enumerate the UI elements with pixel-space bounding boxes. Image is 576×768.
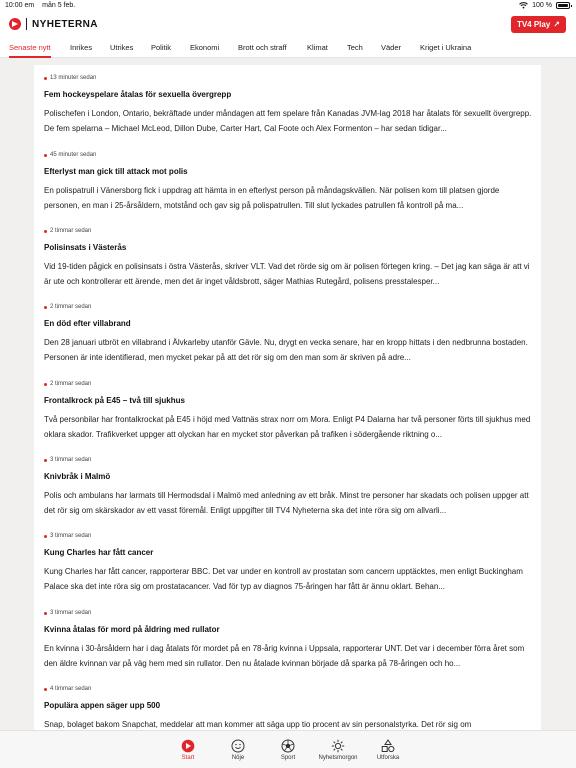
live-dot-icon — [44, 612, 47, 615]
article-item[interactable] — [44, 685, 532, 730]
battery-percent: 100 % — [532, 2, 552, 9]
article-time: 2 timmar sedan — [50, 228, 92, 234]
live-dot-icon — [44, 154, 47, 157]
article-body: Kung Charles har fått cancer, rapporterar BBC. Det var under en kontroll av prostatan som cancern upptäcktes, men enligt Buckingham Palace ska det inte röra sig om prostatacancer. Vad för typ av diagnos 75-åringen har fått är ännu oklart. Behan... — [44, 567, 523, 591]
article-time: 3 timmar sedan — [50, 457, 92, 463]
nav-item-ekonomi[interactable]: Ekonomi — [190, 43, 220, 52]
article-title[interactable]: Frontalkrock på E45 – två till sjukhus — [44, 396, 185, 405]
tab-label: Sport — [280, 755, 296, 761]
nav-item-inrikes[interactable]: Inrikes — [70, 43, 93, 52]
nav-item-vader[interactable]: Väder — [381, 43, 402, 52]
article-item[interactable] — [44, 456, 532, 518]
article-body: Polis och ambulans har larmats till Hermodsdal i Malmö med anledning av ett bråk. Minst tre personer har skadats och polisen uppger att det rör sig om skärskador av ett vasst föremål. Enligt uppgifter till TV4 Nyheterna ska det inte röra sig om allvarli... — [44, 491, 529, 515]
live-dot-icon — [44, 77, 47, 80]
live-dot-icon — [44, 230, 47, 233]
nav-item-politik[interactable]: Politik — [151, 43, 172, 52]
logo-text: NYHETERNA — [32, 18, 98, 30]
news-feed[interactable] — [34, 65, 541, 730]
live-dot-icon — [44, 459, 47, 462]
live-dot-icon — [44, 688, 47, 691]
live-dot-icon — [44, 383, 47, 386]
smile-icon — [231, 739, 245, 753]
article-title[interactable]: Kung Charles har fått cancer — [44, 548, 154, 557]
article-item[interactable] — [44, 74, 532, 136]
nav-active-indicator — [9, 56, 51, 58]
article-body: En kvinna i 30-årsåldern har i dag åtalats för mordet på en 78-årig kvinna i Uppsala, rapporterar UNT. Det var i december förra året som den äldre kvinnan var på väg hem med sin rullator. Den nu åtalade kvinnan började då sparka på 78-åringen och ho... — [44, 644, 525, 668]
nav-item-utrikes[interactable]: Utrikes — [110, 43, 134, 52]
status-date: mån 5 feb. — [42, 2, 76, 9]
article-body: En polispatrull i Vänersborg fick i uppdrag att hämta in en efterlyst person på måndagskvällen. När polisen kom till platsen gjorde personen, en man i 25-årsåldern, motstånd och gav sig på polispatrullen. Till slut lyckades patrullen få kontroll på ma... — [44, 186, 500, 210]
article-item[interactable] — [44, 380, 532, 442]
tab-label: Utforska — [376, 755, 400, 761]
wifi-icon — [519, 2, 528, 9]
article-title[interactable]: Efterlyst man gick till attack mot polis — [44, 167, 188, 176]
tab-utforska[interactable] — [358, 739, 418, 761]
nav-item-kriget-i-ukraina[interactable]: Kriget i Ukraina — [420, 43, 472, 52]
article-time: 3 timmar sedan — [50, 533, 92, 539]
status-bar — [0, 0, 576, 12]
category-nav — [0, 38, 576, 58]
live-dot-icon — [44, 535, 47, 538]
article-time: 2 timmar sedan — [50, 304, 92, 310]
article-title[interactable]: Kvinna åtalas för mord på åldring med rullator — [44, 625, 220, 634]
article-title[interactable]: Polisinsats i Västerås — [44, 243, 127, 252]
shapes-icon — [381, 739, 395, 753]
article-title[interactable]: Populära appen säger upp 500 — [44, 701, 161, 710]
tab-label: Start — [181, 755, 195, 761]
tv4-play-button[interactable] — [511, 16, 566, 33]
article-item[interactable] — [44, 151, 532, 213]
tv4-logo-icon — [9, 18, 21, 30]
article-body: Snap, bolaget bakom Snapchat, meddelar att man kommer att säga upp tio procent av sin personalstyrka. Det rör sig om — [44, 720, 472, 729]
tv4-play-label: TV4 Play — [516, 20, 551, 29]
article-item[interactable] — [44, 532, 532, 594]
external-link-icon: ↗ — [553, 20, 560, 29]
live-dot-icon — [44, 306, 47, 309]
article-body: Polischefen i London, Ontario, bekräftade under måndagen att fem spelare från Kanadas JVM-lag 2018 har åtalats för sexuellt övergrepp. De fem spelarna – Michael McLeod, Dillon Dube, Carter Hart, Cal Foote och Alex Formenton – har sedan tidigar... — [44, 109, 532, 133]
article-title[interactable]: En död efter villabrand — [44, 319, 131, 328]
nav-item-senaste-nytt[interactable]: Senaste nytt — [9, 43, 51, 52]
tab-label: Nyhetsmorgon — [318, 755, 358, 761]
status-time: 10:00 em — [5, 2, 35, 9]
battery-icon — [556, 2, 570, 9]
logo-divider — [26, 18, 27, 30]
article-body: Den 28 januari utbröt en villabrand i Älvkarleby utanför Gävle. Nu, drygt en vecka senare, har en kropp hittats i den nedbrunna bostaden. Personen är inte identifierad, men mycket pekar på att det rör sig om den man som är skriven på adre... — [44, 338, 528, 362]
article-item[interactable] — [44, 303, 532, 365]
article-item[interactable] — [44, 609, 532, 671]
article-item[interactable] — [44, 227, 532, 289]
sun-icon — [331, 739, 345, 753]
article-time: 13 minuter sedan — [50, 75, 97, 81]
tab-label: Nöje — [231, 755, 245, 761]
bottom-tab-bar — [0, 730, 576, 768]
article-title[interactable]: Knivbråk i Malmö — [44, 472, 111, 481]
nav-item-tech[interactable]: Tech — [347, 43, 363, 52]
nav-item-klimat[interactable]: Klimat — [307, 43, 328, 52]
article-time: 4 timmar sedan — [50, 686, 92, 692]
start-icon — [181, 739, 195, 753]
article-title[interactable]: Fem hockeyspelare åtalas för sexuella övergrepp — [44, 90, 232, 99]
ball-icon — [281, 739, 295, 753]
nav-item-brott-och-straff[interactable]: Brott och straff — [238, 43, 287, 52]
article-time: 2 timmar sedan — [50, 381, 92, 387]
article-body: Två personbilar har frontalkrockat på E45 i höjd med Vattnäs strax norr om Mora. Enligt P4 Dalarna har två personer förts till sjukhus med oklara skador. Trafikverket uppger att olyckan har en mycket stor påverkan på trafiken i södergående riktning o... — [44, 415, 531, 439]
logo[interactable] — [9, 18, 98, 30]
article-time: 3 timmar sedan — [50, 610, 92, 616]
article-time: 45 minuter sedan — [50, 152, 97, 158]
article-body: Vid 19-tiden pågick en polisinsats i östra Västerås, skriver VLT. Vad det rörde sig om är polisen förtegen kring. – Det jag kan säga är att vi är ute och kontrollerar ett ärende, men det är inget våldsbrott, säger Mathias Rutegård, polisens presstalesper... — [44, 262, 530, 286]
app-header — [0, 12, 576, 38]
